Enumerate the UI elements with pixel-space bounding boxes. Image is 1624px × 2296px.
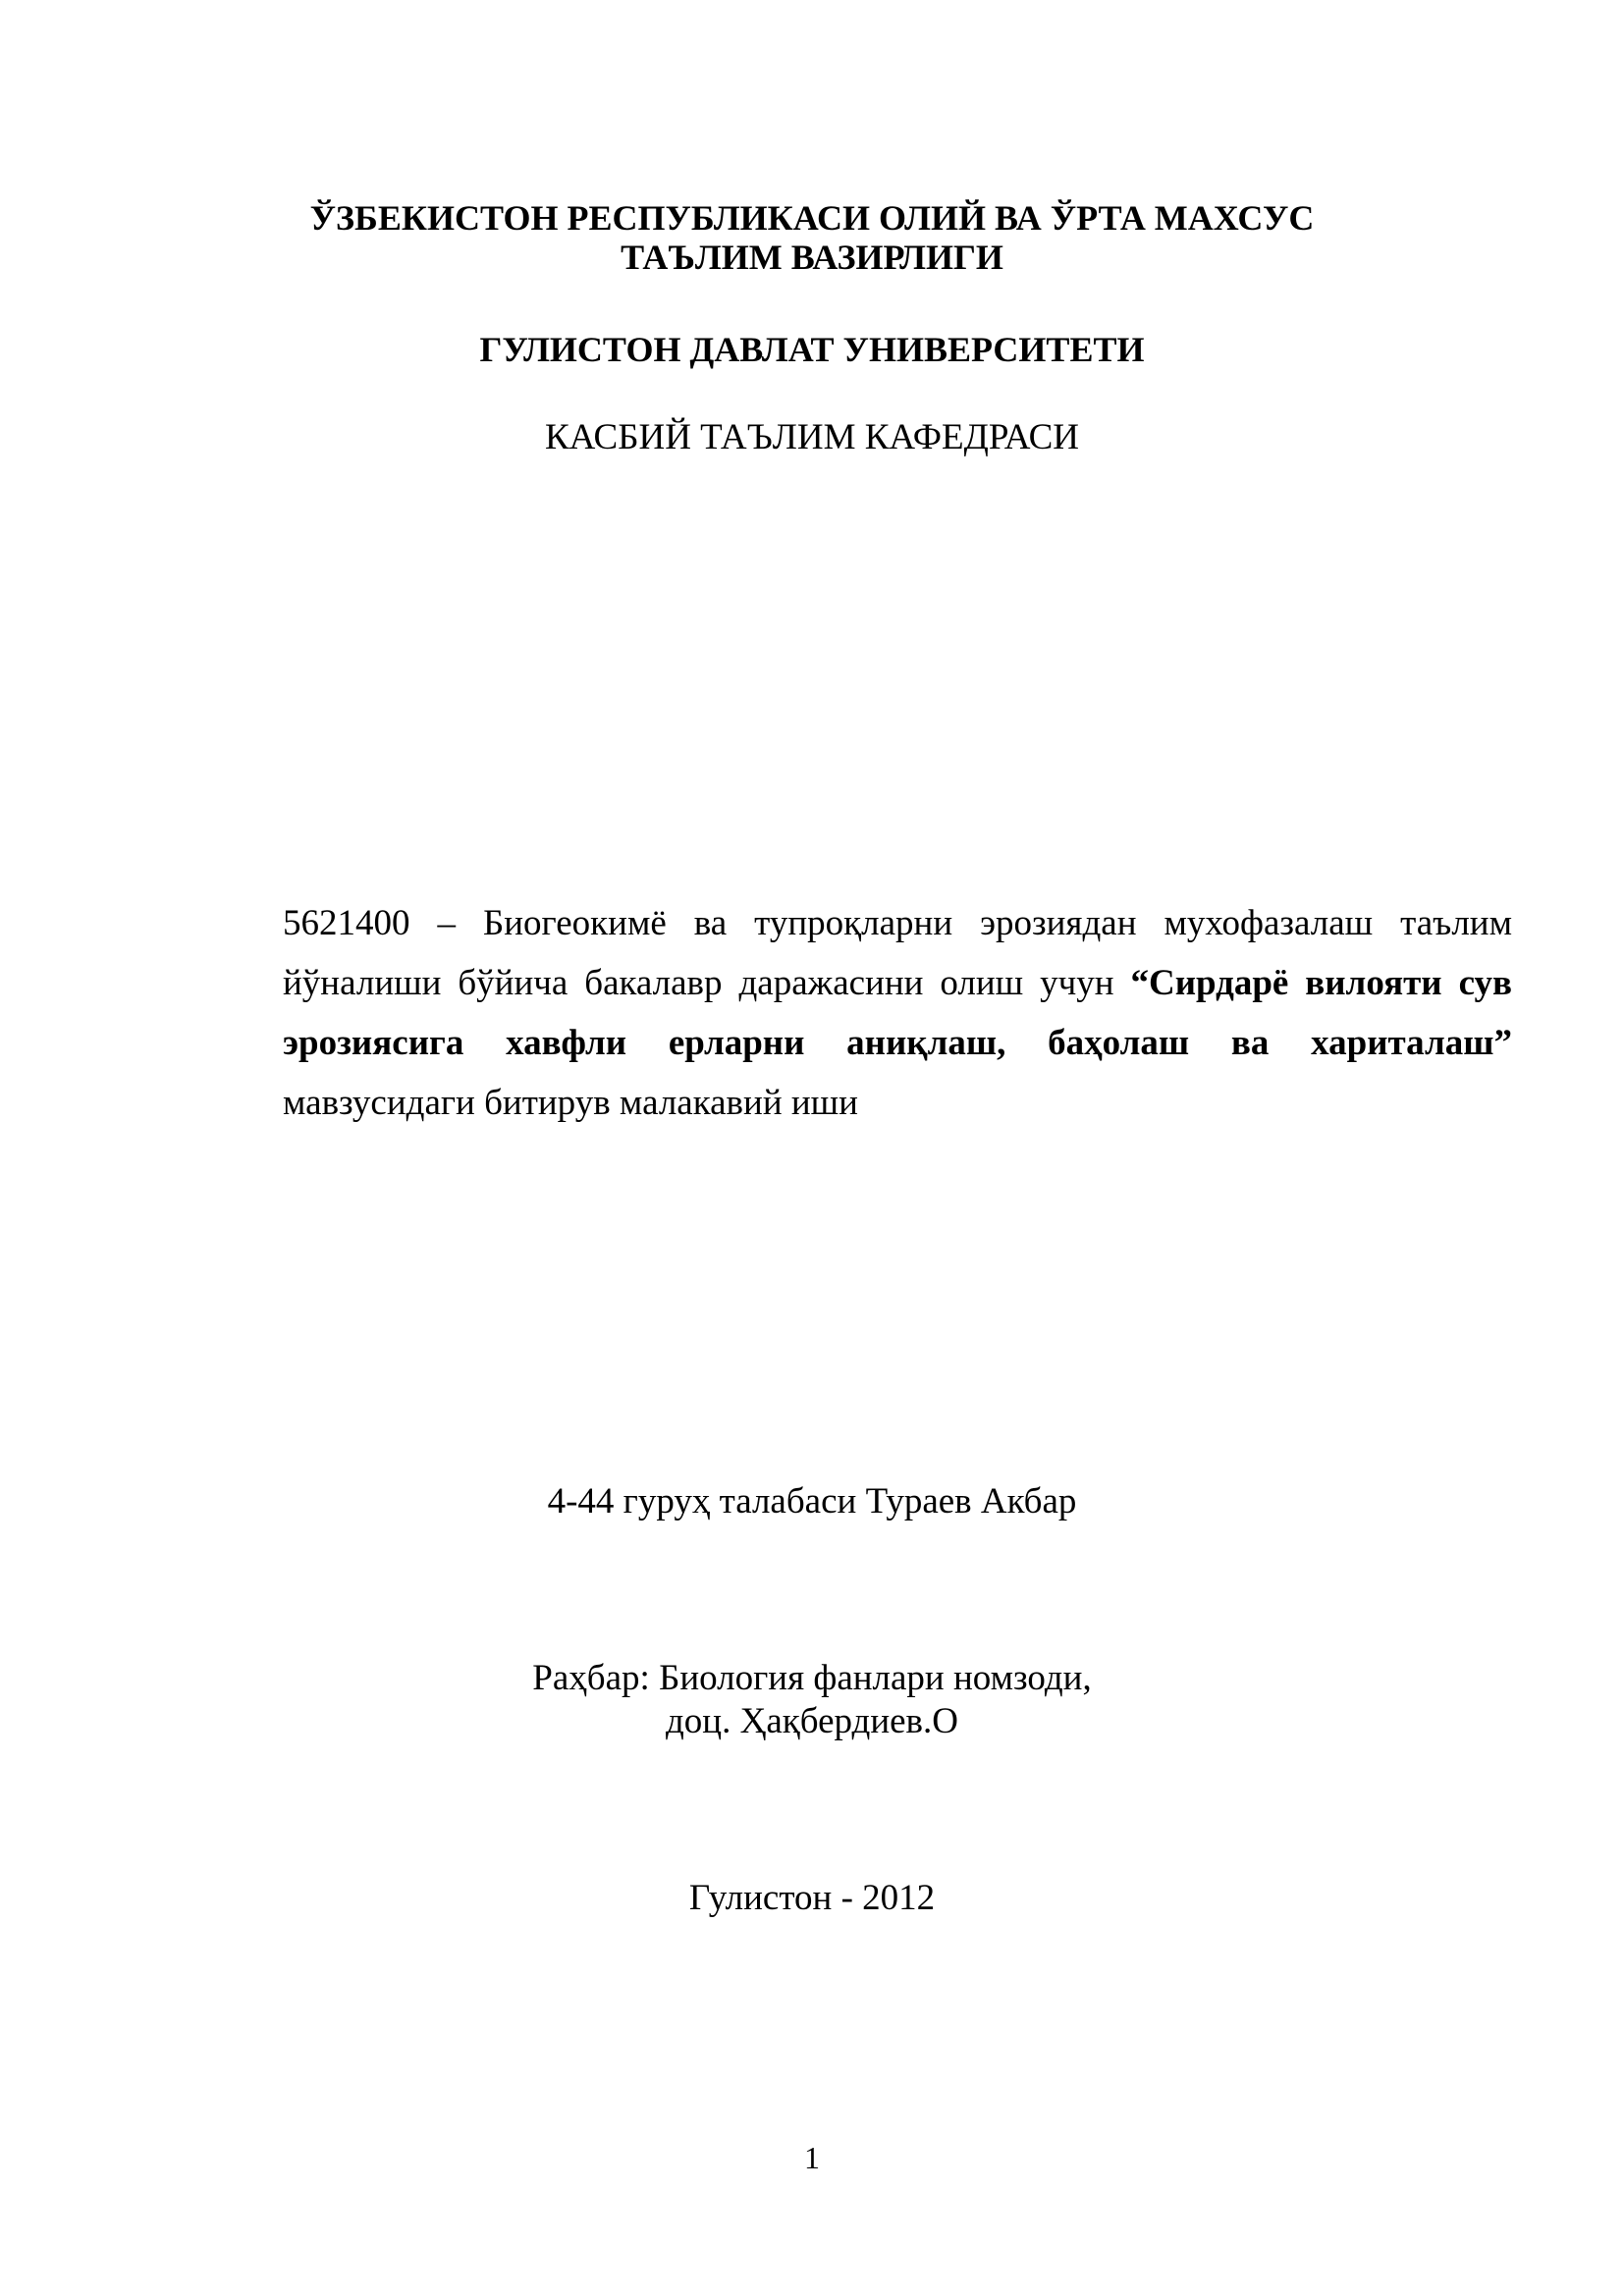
thesis-description [283, 893, 1512, 1133]
city-year: Гулистон - 2012 [688, 1878, 936, 1918]
supervisor-line-1: Раҳбар: Биология фанлари номзоди, [532, 1658, 1092, 1698]
ministry-title-line-2: ТАЪЛИМ ВАЗИРЛИГИ [621, 238, 1003, 277]
thesis-description-outro: мавзусидаги битирув малакавий иши [283, 1083, 858, 1123]
department-name: КАСБИЙ ТАЪЛИМ КАФЕДРАСИ [545, 417, 1079, 457]
supervisor-line-2: доц. Ҳақбердиев.О [665, 1701, 958, 1741]
thesis-title: “Сирдарё вилояти сув эрозиясига хавфли ерларни аниқлаш, баҳолаш ва хариталаш” [283, 963, 1512, 1063]
student-info: 4-44 гуруҳ талабаси Тураев Акбар [547, 1481, 1077, 1522]
thesis-description-intro: 5621400 – Биогеокимё ва тупроқларни эрозиядан мухофазалаш таълим йўналиши бўйича бакалавр даражасини олиш учун [283, 903, 1512, 1003]
university-name: ГУЛИСТОН ДАВЛАТ УНИВЕРСИТЕТИ [479, 330, 1145, 369]
page-number: 1 [804, 2140, 820, 2175]
ministry-title-line-1: ЎЗБЕКИСТОН РЕСПУБЛИКАСИ ОЛИЙ ВА ЎРТА МАХСУС [309, 198, 1315, 238]
